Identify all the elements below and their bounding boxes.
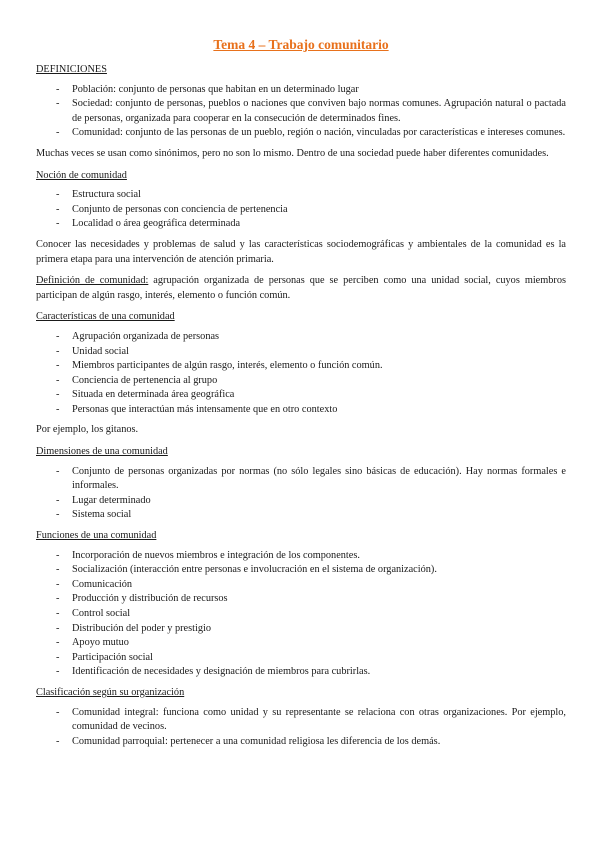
paragraph-definicion — [36, 274, 566, 303]
paragraph-atencion-primaria: Conocer las necesidades y problemas de salud y las características sociodemográficas y ambientales de la comunidad es la primera etapa para una intervención de atención primaria. — [36, 238, 566, 265]
heading-clasificacion: Clasificación según su organización — [36, 686, 185, 698]
list-item: - Localidad o área geográfica determinada — [36, 217, 566, 232]
definicion-label: Definición de comunidad: — [36, 275, 149, 287]
list-item: - Distribución del poder y prestigio — [36, 622, 566, 637]
list-item: - Apoyo mutuo — [36, 636, 566, 651]
list-item: - Conjunto de personas organizadas por normas (no sólo legales sino básicas de educación). Hay normas formales e informales. — [36, 465, 566, 494]
list-item: - Incorporación de nuevos miembros e integración de los componentes. — [36, 549, 566, 564]
list-item: - Socialización (interacción entre personas e involucración en el sistema de organización). — [36, 563, 566, 578]
list-item: - Control social — [36, 607, 566, 622]
heading-funciones: Funciones de una comunidad — [36, 530, 157, 542]
list-item: - Agrupación organizada de personas — [36, 330, 566, 345]
list-item: - Conciencia de pertenencia al grupo — [36, 374, 566, 389]
list-nocion — [36, 188, 566, 232]
list-item: - Comunidad integral: funciona como unidad y su representante se relaciona con otras organizaciones. Por ejemplo, comunidad de vecinos. — [36, 706, 566, 735]
document-title: Tema 4 – Trabajo comunitario — [213, 37, 389, 52]
list-item: - Lugar determinado — [36, 494, 566, 509]
heading-definiciones: DEFINICIONES — [36, 64, 107, 75]
list-item: - Comunicación — [36, 578, 566, 593]
list-dimensiones — [36, 465, 566, 523]
paragraph-ejemplo: Por ejemplo, los gitanos. — [36, 424, 139, 436]
heading-caracteristicas: Características de una comunidad — [36, 311, 175, 323]
list-item: - Sociedad: conjunto de personas, pueblos o naciones que conviven bajo normas comunes. Agrupación natural o pactada de personas, organizada para cooperar en la consecución de determinados fines. — [36, 97, 566, 126]
list-item: - Sistema social — [36, 508, 566, 523]
list-item: - Estructura social — [36, 188, 566, 203]
list-item: - Personas que interactúan más intensamente que en otro contexto — [36, 403, 566, 418]
list-funciones — [36, 549, 566, 680]
list-caracteristicas — [36, 330, 566, 418]
heading-nocion: Noción de comunidad — [36, 169, 127, 181]
list-item: - Situada en determinada área geográfica — [36, 388, 566, 403]
list-item: - Comunidad parroquial: pertenecer a una comunidad religiosa les diferencia de los demás. — [36, 735, 566, 750]
list-item: - Conjunto de personas con conciencia de pertenencia — [36, 203, 566, 218]
list-item: - Unidad social — [36, 345, 566, 360]
list-item: - Identificación de necesidades y designación de miembros para cubrirlas. — [36, 665, 566, 680]
list-definiciones — [36, 83, 566, 141]
heading-dimensiones: Dimensiones de una comunidad — [36, 446, 168, 458]
paragraph-sinonimos: Muchas veces se usan como sinónimos, pero no son lo mismo. Dentro de una sociedad puede haber diferentes comunidades. — [36, 147, 549, 159]
list-item: - Participación social — [36, 651, 566, 666]
list-item: - Miembros participantes de algún rasgo, interés, elemento o función común. — [36, 359, 566, 374]
list-clasificacion — [36, 706, 566, 750]
definicion-text: agrupación organizada de personas que se perciben como una unidad social, cuyos miembros participan de algún rasgo, interés, elemento o función común. — [36, 275, 566, 301]
list-item: - Producción y distribución de recursos — [36, 592, 566, 607]
list-item: - Comunidad: conjunto de las personas de un pueblo, región o nación, vinculadas por características e intereses comunes. — [36, 126, 566, 141]
list-item: - Población: conjunto de personas que habitan en un determinado lugar — [36, 83, 566, 98]
